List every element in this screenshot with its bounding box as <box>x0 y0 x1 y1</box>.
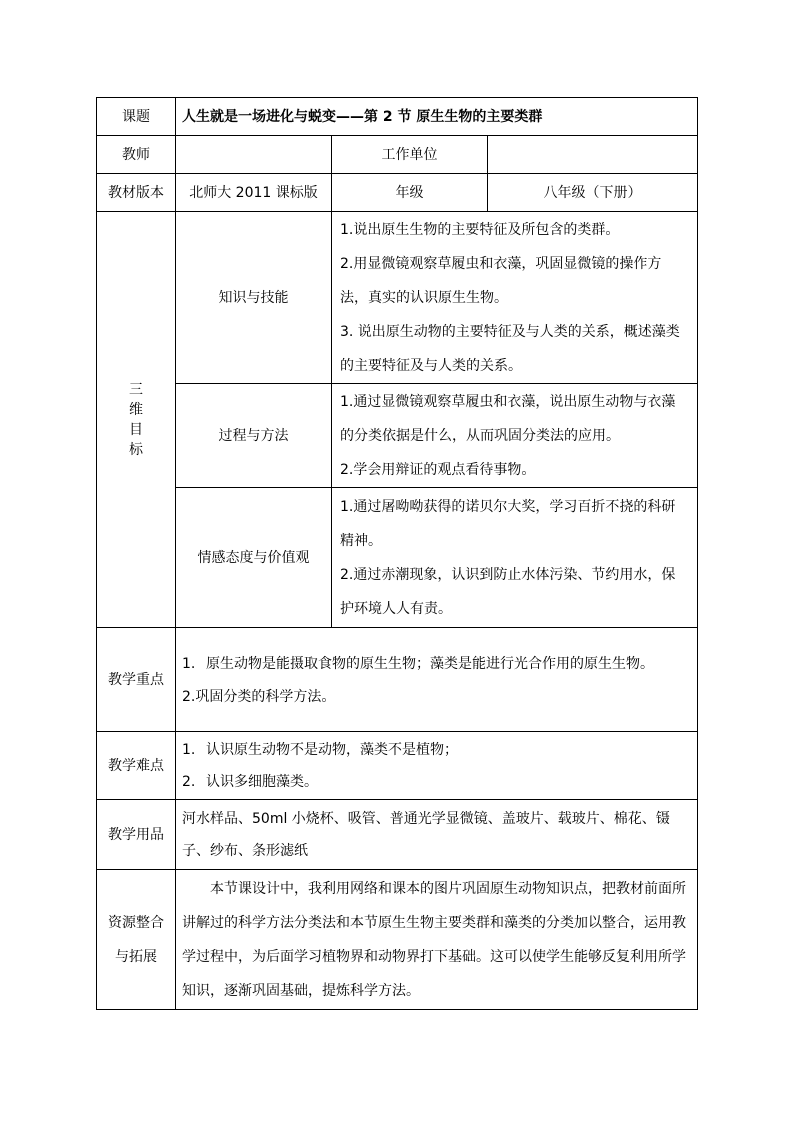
item-number: 1. <box>182 741 196 758</box>
grade-label: 年级 <box>332 174 488 212</box>
goal-item: 1.说出原生生物的主要特征及所包含的类群。 <box>340 221 620 238</box>
goal-item: 1.通过显微镜观察草履虫和衣藻，说出原生动物与衣藻的分类依据是什么，从而巩固分类法的应用。 <box>340 393 676 444</box>
goals-process-row <box>97 384 698 488</box>
goal-section-items <box>332 384 698 488</box>
key-point-item <box>182 647 691 681</box>
goals-label-char: 维 <box>129 401 143 418</box>
goals-label-char: 三 <box>129 381 143 398</box>
goal-section-name: 情感态度与价值观 <box>176 488 332 628</box>
materials-label: 教学用品 <box>97 800 176 870</box>
materials-text: 河水样品、50ml 小烧杯、吸管、普通光学显微镜、盖玻片、载玻片、棉花、镊子、纱布、条形滤纸 <box>182 810 670 859</box>
materials-content <box>176 800 698 870</box>
teacher-label: 教师 <box>97 136 176 174</box>
difficulties-content <box>176 732 698 800</box>
resources-label-line: 与拓展 <box>115 948 157 965</box>
topic-row <box>97 98 698 136</box>
difficulty-item <box>182 734 691 766</box>
edition-row <box>97 174 698 212</box>
resources-text: 本节课设计中，我利用网络和课本的图片巩固原生动物知识点，把教材前面所讲解过的科学方法分类法和本节原生生物主要类群和藻类的分类加以整合，运用教学过程中，为后面学习植物界和动物界打下基础。这可以使学生能够反复利用所学知识，逐渐巩固基础，提炼科学方法。 <box>182 880 686 999</box>
resources-label <box>97 870 176 1010</box>
topic-value: 人生就是一场进化与蜕变——第 2 节 原生生物的主要类群 <box>176 98 698 136</box>
difficulty-item <box>182 766 691 798</box>
goal-section-name: 知识与技能 <box>176 212 332 384</box>
goal-item: 1.通过屠呦呦获得的诺贝尔大奖，学习百折不挠的科研精神。 <box>340 498 676 549</box>
key-points-content <box>176 628 698 732</box>
resources-content <box>176 870 698 1010</box>
goals-label-char: 标 <box>129 441 143 458</box>
item-text: 原生动物是能摄取食物的原生生物；藻类是能进行光合作用的原生生物。 <box>206 655 654 672</box>
grade-value: 八年级（下册） <box>488 174 698 212</box>
materials-row <box>97 800 698 870</box>
item-number: 2. <box>182 773 196 790</box>
teacher-value <box>176 136 332 174</box>
topic-label: 课题 <box>97 98 176 136</box>
resources-label-line: 资源整合 <box>108 914 164 931</box>
goal-item: 2.通过赤潮现象，认识到防止水体污染、节约用水，保护环境人人有责。 <box>340 566 676 617</box>
edition-value: 北师大 2011 课标版 <box>176 174 332 212</box>
item-text: 认识多细胞藻类。 <box>206 773 318 790</box>
goal-item: 2.学会用辩证的观点看待事物。 <box>340 461 536 478</box>
goal-section-items <box>332 212 698 384</box>
goals-label-char: 目 <box>129 421 143 438</box>
key-point-item: 2.巩固分类的科学方法。 <box>182 688 336 705</box>
goals-attitude-row <box>97 488 698 628</box>
work-unit-value <box>488 136 698 174</box>
work-unit-label: 工作单位 <box>332 136 488 174</box>
resources-row <box>97 870 698 1010</box>
difficulties-row <box>97 732 698 800</box>
key-points-row <box>97 628 698 732</box>
edition-label: 教材版本 <box>97 174 176 212</box>
lesson-plan-table <box>96 97 698 1010</box>
three-dimension-goals-label <box>97 212 176 628</box>
item-number: 1. <box>182 655 196 672</box>
goal-section-name: 过程与方法 <box>176 384 332 488</box>
difficulties-label: 教学难点 <box>97 732 176 800</box>
key-points-label: 教学重点 <box>97 628 176 732</box>
teacher-row <box>97 136 698 174</box>
goals-knowledge-row <box>97 212 698 384</box>
goal-item: 2.用显微镜观察草履虫和衣藻，巩固显微镜的操作方法，真实的认识原生生物。 <box>340 255 662 306</box>
goal-section-items <box>332 488 698 628</box>
goal-item: 3. 说出原生动物的主要特征及与人类的关系，概述藻类的主要特征及与人类的关系。 <box>340 323 680 374</box>
item-text: 认识原生动物不是动物，藻类不是植物； <box>206 741 458 758</box>
